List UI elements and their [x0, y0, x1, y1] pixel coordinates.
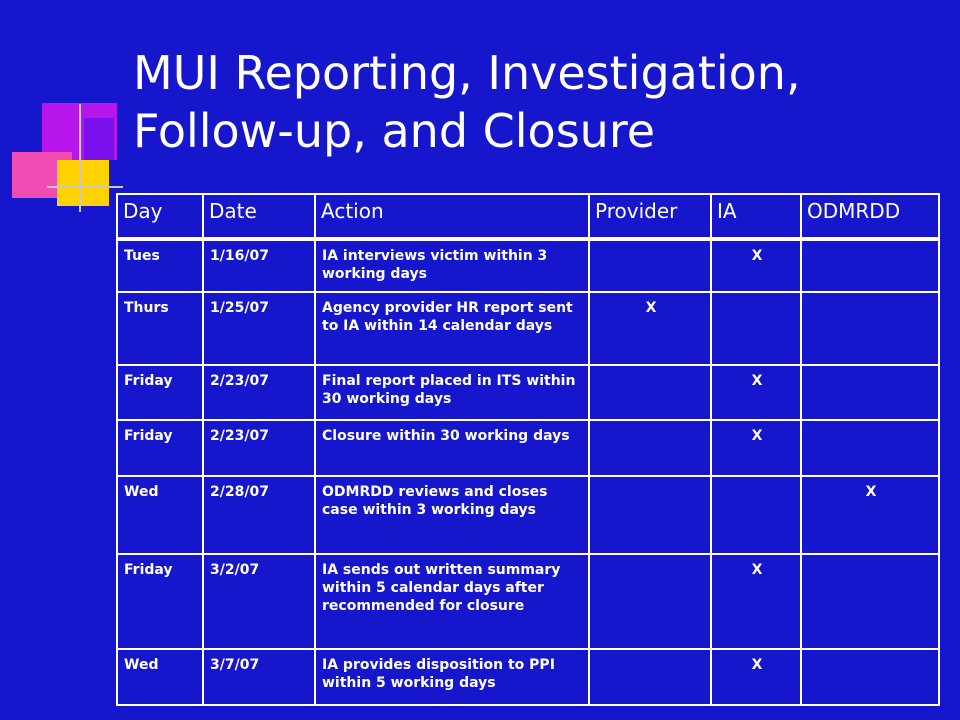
table-header-row	[117, 194, 939, 239]
cell-date: 2/23/07	[203, 365, 315, 420]
cell-day: Friday	[117, 420, 203, 476]
cell-provider	[589, 365, 711, 420]
cell-action: ODMRDD reviews and closes case within 3 working days	[315, 476, 589, 554]
cell-ia: X	[711, 554, 801, 649]
cell-date: 3/7/07	[203, 649, 315, 705]
cell-day: Thurs	[117, 292, 203, 365]
cell-action: IA provides disposition to PPI within 5 working days	[315, 649, 589, 705]
cell-odmrdd	[801, 420, 939, 476]
cell-ia	[711, 476, 801, 554]
table-row	[117, 649, 939, 705]
cell-action: IA interviews victim within 3 working days	[315, 239, 589, 292]
cell-day: Wed	[117, 649, 203, 705]
table-row	[117, 292, 939, 365]
cell-date: 1/25/07	[203, 292, 315, 365]
cell-ia: X	[711, 239, 801, 292]
table-row	[117, 554, 939, 649]
decorative-horizontal-line	[47, 186, 123, 188]
table-row	[117, 420, 939, 476]
cell-odmrdd: X	[801, 476, 939, 554]
table-row	[117, 365, 939, 420]
cell-action: IA sends out written summary within 5 calendar days after recommended for closure	[315, 554, 589, 649]
cell-day: Friday	[117, 365, 203, 420]
cell-ia: X	[711, 649, 801, 705]
decorative-yellow-square	[57, 160, 109, 206]
cell-action: Final report placed in ITS within 30 working days	[315, 365, 589, 420]
cell-odmrdd	[801, 292, 939, 365]
header-odmrdd: ODMRDD	[801, 194, 939, 239]
cell-provider	[589, 239, 711, 292]
header-date: Date	[203, 194, 315, 239]
cell-odmrdd	[801, 649, 939, 705]
header-day: Day	[117, 194, 203, 239]
slide-title: MUI Reporting, Investigation, Follow-up, and Closure	[133, 46, 801, 158]
cell-provider	[589, 420, 711, 476]
cell-ia	[711, 292, 801, 365]
cell-date: 2/28/07	[203, 476, 315, 554]
cell-action: Agency provider HR report sent to IA within 14 calendar days	[315, 292, 589, 365]
cell-odmrdd	[801, 365, 939, 420]
cell-provider	[589, 554, 711, 649]
cell-odmrdd	[801, 554, 939, 649]
cell-day: Tues	[117, 239, 203, 292]
cell-odmrdd	[801, 239, 939, 292]
table-row	[117, 476, 939, 554]
header-action: Action	[315, 194, 589, 239]
header-ia: IA	[711, 194, 801, 239]
table-row	[117, 239, 939, 292]
cell-date: 3/2/07	[203, 554, 315, 649]
cell-provider: X	[589, 292, 711, 365]
header-provider: Provider	[589, 194, 711, 239]
decorative-purple-square	[84, 118, 114, 160]
cell-day: Wed	[117, 476, 203, 554]
cell-date: 2/23/07	[203, 420, 315, 476]
cell-action: Closure within 30 working days	[315, 420, 589, 476]
mui-timeline-table	[116, 193, 940, 706]
cell-provider	[589, 476, 711, 554]
cell-provider	[589, 649, 711, 705]
cell-day: Friday	[117, 554, 203, 649]
cell-ia: X	[711, 420, 801, 476]
cell-ia: X	[711, 365, 801, 420]
cell-date: 1/16/07	[203, 239, 315, 292]
decorative-vertical-line	[79, 104, 81, 212]
